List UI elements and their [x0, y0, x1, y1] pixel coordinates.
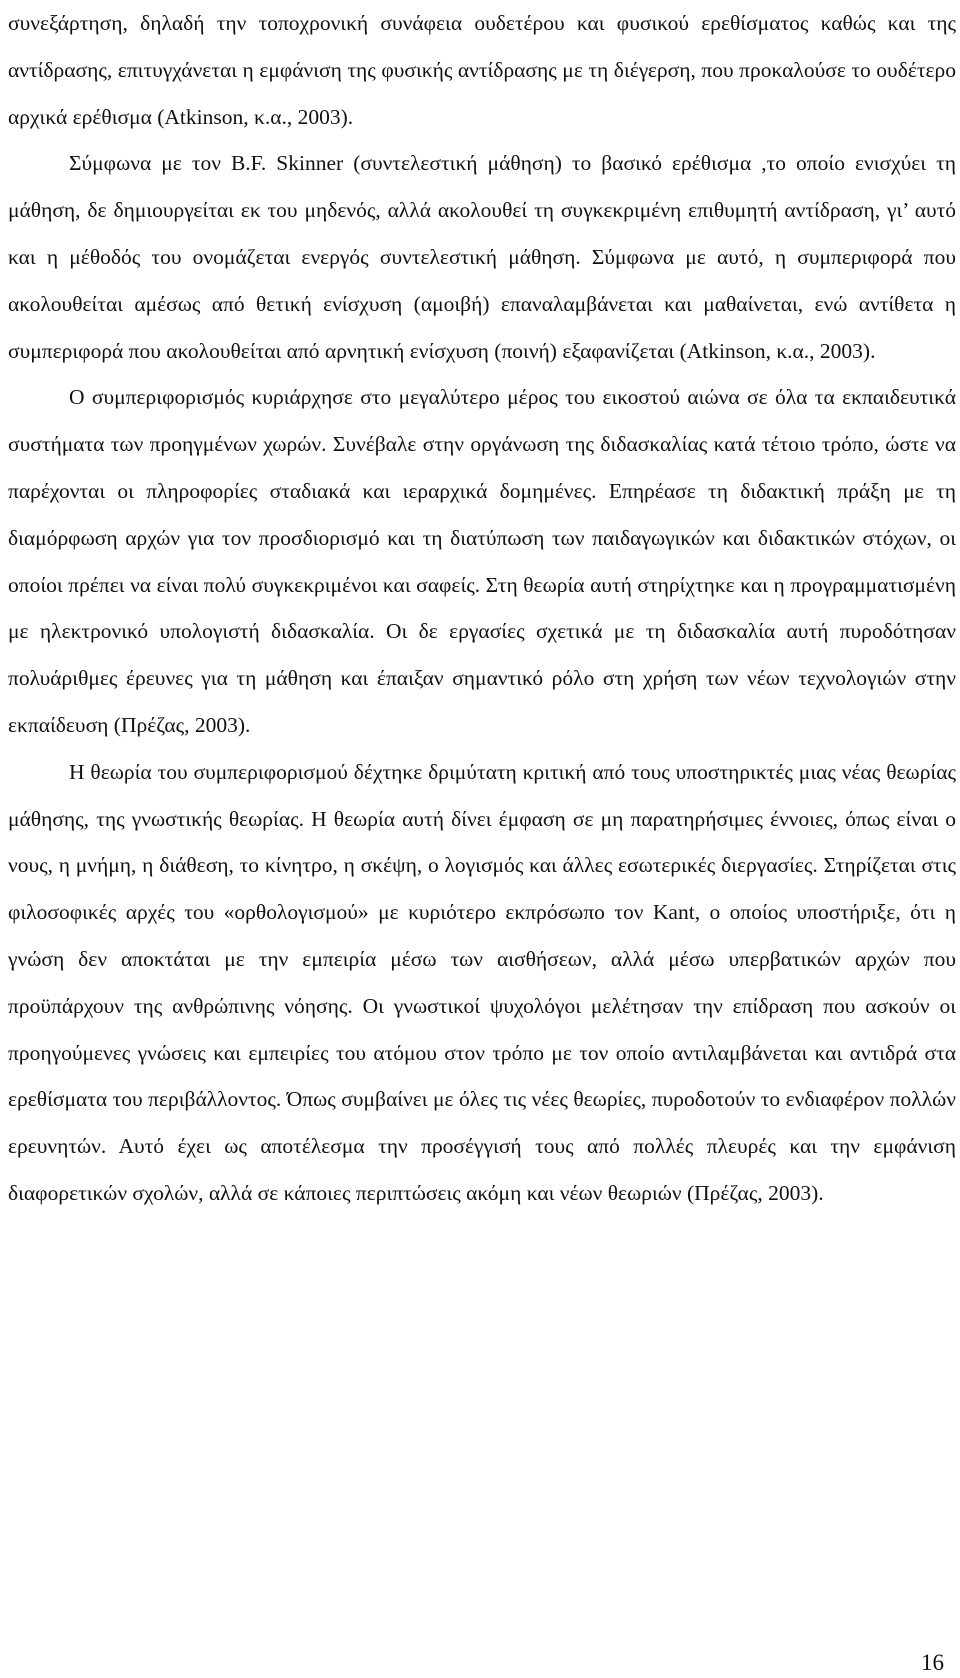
paragraph-3: Ο συμπεριφορισμός κυριάρχησε στο μεγαλύτερο μέρος του εικοστού αιώνα σε όλα τα εκπαιδευτικά συστήματα των προηγμένων χωρών. Συνέβαλε στην οργάνωση της διδασκαλίας κατά τέτοιο τρόπο, ώστε να παρέχονται οι πληροφορίες σταδιακά και ιεραρχικά δομημένες. Επηρέασε τη διδακτική πράξη με τη διαμόρφωση αρχών για τον προσδιορισμό και τη διατύπωση των παιδαγωγικών και διδακτικών στόχων, οι οποίοι πρέπει να είναι πολύ συγκεκριμένοι και σαφείς. Στη θεωρία αυτή στηρίχτηκε και η προγραμματισμένη με ηλεκτρονικό υπολογιστή διδασκαλία. Οι δε εργασίες σχετικά με τη διδασκαλία αυτή πυροδότησαν πολυάριθμες έρευνες για τη μάθηση και έπαιξαν σημαντικό ρόλο στη χρήση των νέων τεχνολογιών στην εκπαίδευση (Πρέζας, 2003). — [8, 385, 956, 737]
paragraph-2: Σύμφωνα με τον B.F. Skinner (συντελεστική μάθηση) το βασικό ερέθισμα ,το οποίο ενισχύει τη μάθηση, δε δημιουργείται εκ του μηδενός, αλλά ακολουθεί τη συγκεκριμένη επιθυμητή αντίδραση, γι’ αυτό και η μέθοδός του ονομάζεται ενεργός συντελεστική μάθηση. Σύμφωνα με αυτό, η συμπεριφορά που ακολουθείται αμέσως από θετική ενίσχυση (αμοιβή) επαναλαμβάνεται και μαθαίνεται, ενώ αντίθετα η συμπεριφορά που ακολουθείται από αρνητική ενίσχυση (ποινή) εξαφανίζεται (Atkinson, κ.α., 2003). — [8, 151, 956, 363]
body-text — [8, 0, 956, 1217]
paragraph-1: συνεξάρτηση, δηλαδή την τοποχρονική συνάφεια ουδετέρου και φυσικού ερεθίσματος καθώς και της αντίδρασης, επιτυγχάνεται η εμφάνιση της φυσικής αντίδρασης με τη διέγερση, που προκαλούσε το ουδέτερο αρχικά ερέθισμα (Atkinson, κ.α., 2003). — [8, 11, 956, 129]
page-number: 16 — [921, 1650, 944, 1675]
paragraph-4: Η θεωρία του συμπεριφορισμού δέχτηκε δριμύτατη κριτική από τους υποστηρικτές μιας νέας θεωρίας μάθησης, της γνωστικής θεωρίας. Η θεωρία αυτή δίνει έμφαση σε μη παρατηρήσιμες έννοιες, όπως είναι ο νους, η μνήμη, η διάθεση, το κίνητρο, η σκέψη, ο λογισμός και άλλες εσωτερικές διεργασίες. Στηρίζεται στις φιλοσοφικές αρχές του «ορθολογισμού» με κυριότερο εκπρόσωπο τον Kant, ο οποίος υποστήριξε, ότι η γνώση δεν αποκτάται με την εμπειρία μέσω των αισθήσεων, αλλά μέσω υπερβατικών αρχών που προϋπάρχουν της ανθρώπινης νόησης. Οι γνωστικοί ψυχολόγοι μελέτησαν την επίδραση που ασκούν οι προηγούμενες γνώσεις και εμπειρίες του ατόμου στον τρόπο με τον οποίο αντιλαμβάνεται και αντιδρά στα ερεθίσματα του περιβάλλοντος. Όπως συμβαίνει με όλες τις νέες θεωρίες, πυροδοτούν το ενδιαφέρον πολλών ερευνητών. Αυτό έχει ως αποτέλεσμα την προσέγγισή τους από πολλές πλευρές και την εμφάνιση διαφορετικών σχολών, αλλά σε κάποιες περιπτώσεις ακόμη και νέων θεωριών (Πρέζας, 2003). — [8, 759, 956, 1205]
